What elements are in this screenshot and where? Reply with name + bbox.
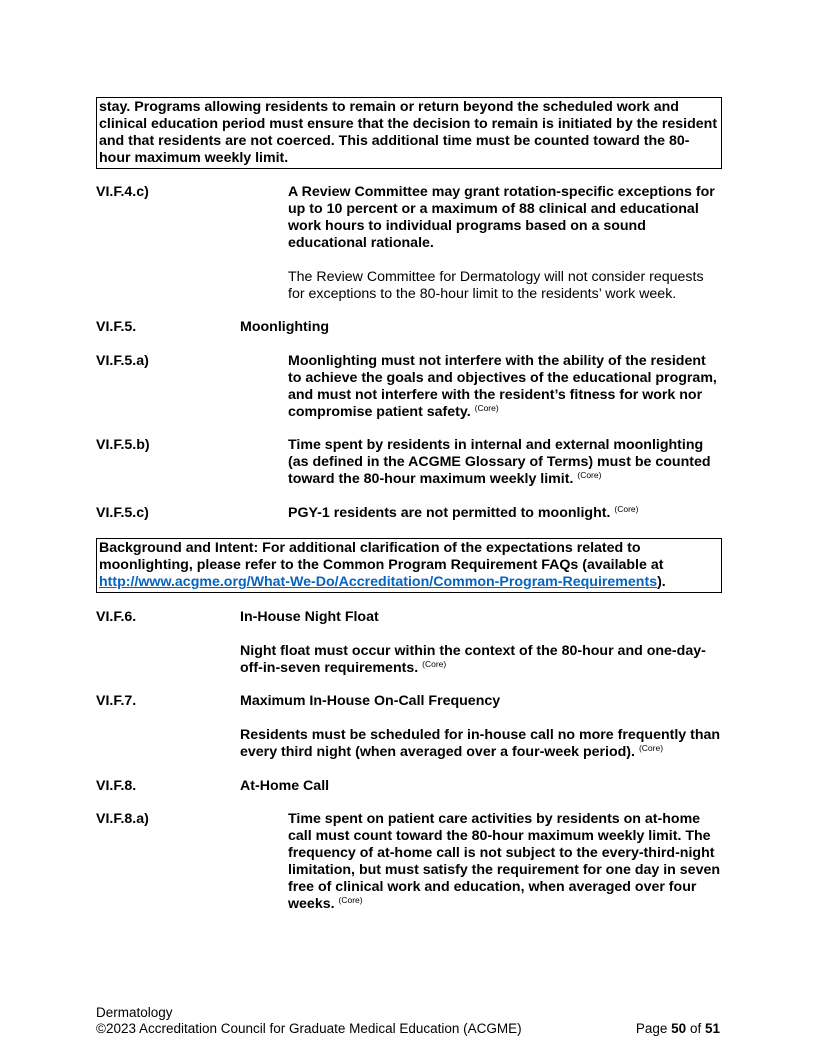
requirement-vi-f-8-a	[288, 811, 722, 913]
section-number-vi-f-7: VI.F.7.	[96, 693, 137, 709]
section-number-vi-f-5: VI.F.5.	[96, 319, 137, 335]
background-intent-box	[96, 538, 722, 593]
core-tag: (Core)	[422, 659, 447, 669]
section-number-vi-f-5-a: VI.F.5.a)	[96, 353, 149, 369]
requirement-text: Time spent on patient care activities by residents on at-home call must count toward the 80-hour maximum weekly limit. The frequency of at-home call is not subject to the every-third-night limitation, but must satisfy the requirement for one day in seven free of clinical work and education, when averaged over four weeks.	[288, 811, 721, 912]
section-number-vi-f-8-a: VI.F.8.a)	[96, 811, 149, 827]
requirement-vi-f-5-a	[288, 353, 722, 421]
specialty-note-text: The Review Committee for Dermatology will not consider requests for exceptions to the 80-hour limit to the residents’ work week.	[288, 269, 704, 302]
requirement-text: PGY-1 residents are not permitted to moonlight.	[288, 505, 611, 521]
requirement-text: Time spent by residents in internal and external moonlighting (as defined in the ACGME Glossary of Terms) must be counted toward the 80-hour maximum weekly limit.	[288, 437, 711, 487]
section-number-vi-f-5-c: VI.F.5.c)	[96, 505, 149, 521]
section-number-vi-f-4-c: VI.F.4.c)	[96, 184, 149, 200]
section-number-vi-f-5-b: VI.F.5.b)	[96, 437, 150, 453]
page-total: 51	[704, 1021, 720, 1036]
section-number-vi-f-8: VI.F.8.	[96, 778, 137, 794]
core-tag: (Core)	[638, 743, 664, 753]
acgme-faq-link[interactable]: http://www.acgme.org/What-We-Do/Accreditation/Common-Program-Requirements	[99, 574, 658, 590]
requirement-vi-f-5-c	[288, 505, 722, 522]
footer-page-number	[636, 1021, 720, 1037]
background-intent-text: Background and Intent: For additional clarification of the expectations related to moonlighting, please refer to the Common Program Requirement FAQs (available at	[99, 540, 664, 573]
page-label: Page	[635, 1021, 668, 1036]
section-number-vi-f-6: VI.F.6.	[96, 609, 137, 625]
requirement-vi-f-6	[240, 643, 722, 677]
section-title-on-call-frequency: Maximum In-House On-Call Frequency	[240, 693, 501, 709]
footer-specialty: Dermatology	[96, 1005, 173, 1020]
requirement-text: Night float must occur within the context of the 80-hour and one-day-off-in-seven requirements.	[240, 643, 706, 676]
requirement-vi-f-7	[240, 727, 722, 761]
specialty-note-vi-f-4-c	[288, 269, 722, 303]
requirement-vi-f-5-b	[288, 437, 722, 488]
box-continuation	[96, 97, 722, 169]
core-tag: (Core)	[338, 895, 363, 905]
page-of-label: of	[689, 1021, 702, 1036]
requirement-vi-f-4-c	[288, 184, 722, 252]
section-title-night-float: In-House Night Float	[240, 609, 379, 625]
footer-copyright: ©2023 Accreditation Council for Graduate Medical Education (ACGME)	[96, 1021, 522, 1036]
core-tag: (Core)	[474, 403, 499, 413]
core-tag: (Core)	[577, 470, 602, 480]
page-current: 50	[671, 1021, 687, 1036]
background-intent-end: ).	[657, 574, 666, 590]
requirement-text: Residents must be scheduled for in-house call no more frequently than every third night (when averaged over a four-week period).	[240, 727, 721, 760]
requirement-text: Moonlighting must not interfere with the ability of the resident to achieve the goals and objectives of the educational program, and must not interfere with the resident’s fitness for work nor compromise patient safety.	[288, 353, 717, 420]
requirement-text: A Review Committee may grant rotation-specific exceptions for up to 10 percent or a maximum of 88 clinical and educational work hours to individual programs based on a sound educational rationale.	[288, 184, 715, 251]
section-title-moonlighting: Moonlighting	[240, 319, 330, 335]
box-continuation-text: stay. Programs allowing residents to remain or return beyond the scheduled work and clinical education period must ensure that the decision to remain is initiated by the resident and that residents are not coerced. This additional time must be counted toward the 80-hour maximum weekly limit.	[99, 99, 718, 166]
core-tag: (Core)	[614, 504, 639, 514]
section-title-at-home-call: At-Home Call	[240, 778, 330, 794]
